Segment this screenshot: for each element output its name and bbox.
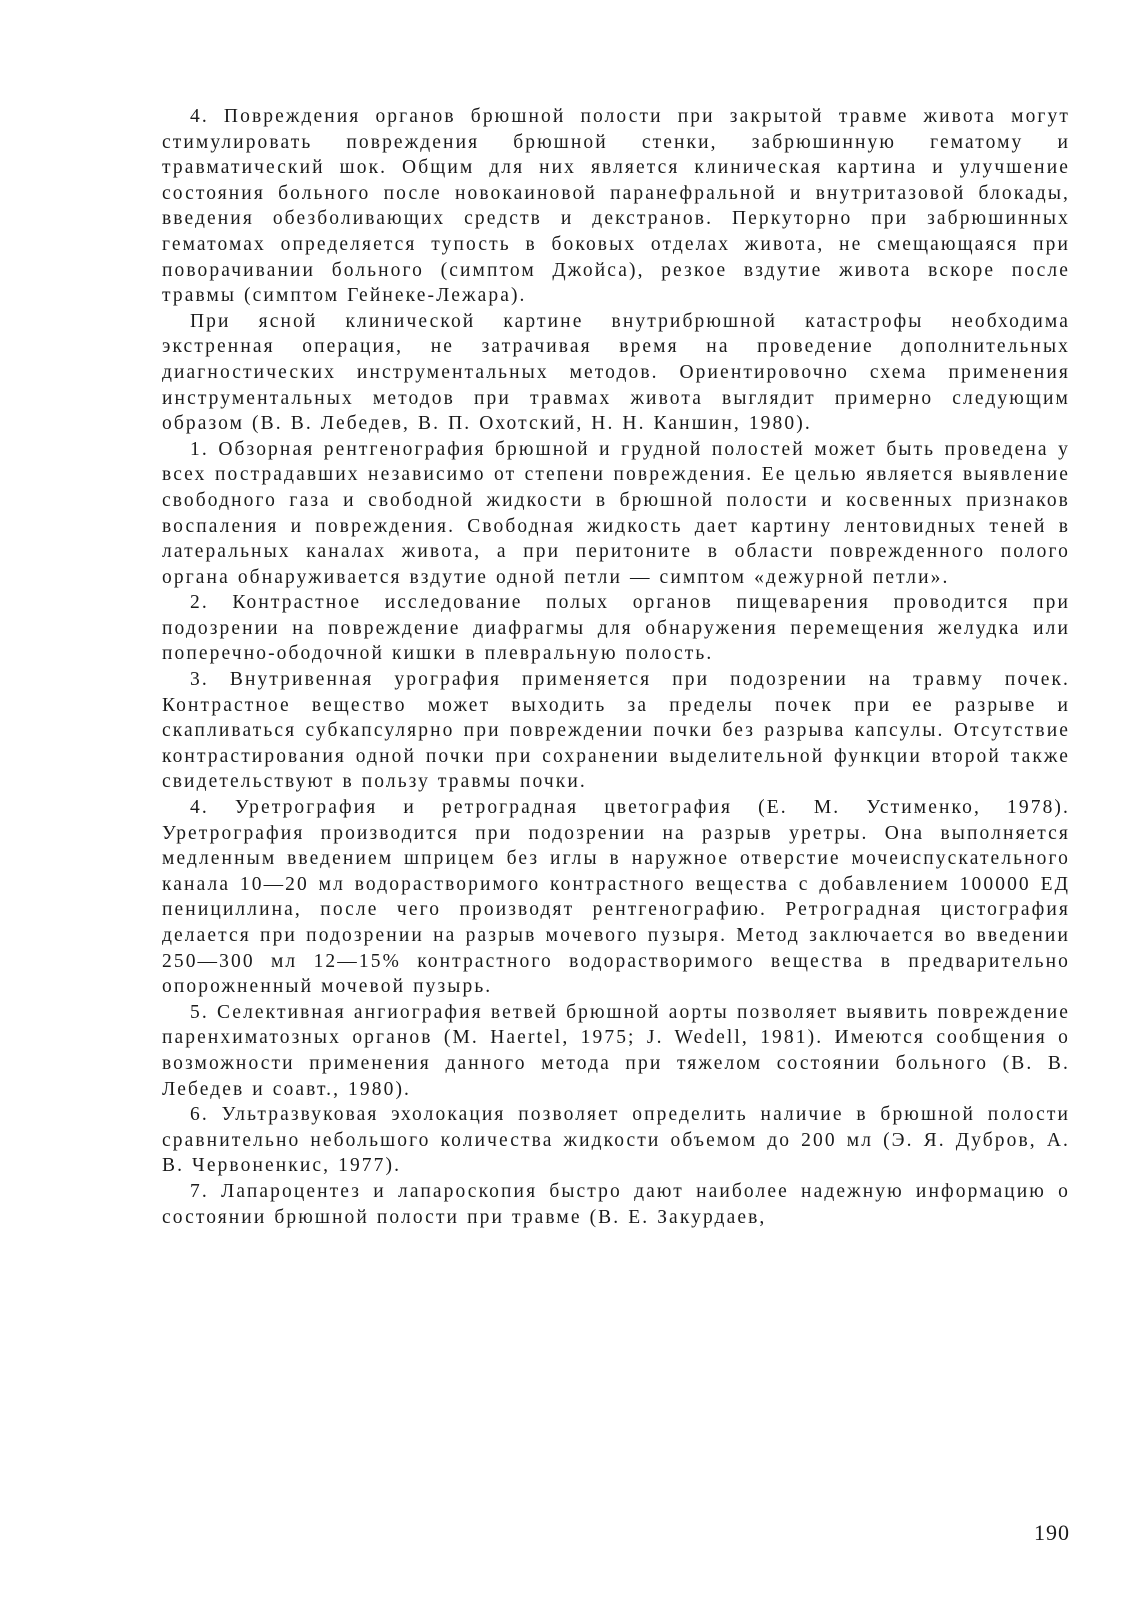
paragraph-laparocentesis: 7. Лапароцентез и лапароскопия быстро дают наиболее надежную информацию о состоянии брюшной полости при травме (В. Е. Закурдаев,	[162, 1180, 1070, 1228]
body-text	[162, 104, 1070, 1230]
paragraph-contrast-study: 2. Контрастное исследование полых органов пищеварения проводится при подозрении на повреждение диафрагмы для обнаружения перемещения желудка или поперечно-ободочной кишки в плевральную полость.	[162, 592, 1070, 665]
paragraph-intravenous-urography: 3. Внутривенная урография применяется при подозрении на травму почек. Контрастное вещество может выходить за пределы почек при ее разрыве и скапливаться субкапсулярно при повреждении почки без разрыва капсулы. Отсутствие контрастирования одной почки при сохранении выделительной функции второй также свидетельствуют в пользу травмы почки.	[162, 669, 1070, 793]
paragraph-urgent-operation: При ясной клинической картине внутрибрюшной катастрофы необходима экстренная операция, не затрачивая время на проведение дополнительных диагностических инструментальных методов. Ориентировочно схема применения инструментальных методов при травмах живота выглядит примерно следующим образом (В. В. Лебедев, В. П. Охотский, Н. Н. Каншин, 1980).	[162, 310, 1070, 435]
paragraph-selective-angiography: 5. Селективная ангиография ветвей брюшной аорты позволяет выявить повреждение паренхиматозных органов (M. Haertel, 1975; J. Wedell, 1981). Имеются сообщения о возможности применения данного метода при тяжелом состоянии больного (В. В. Лебедев и соавт., 1980).	[162, 1001, 1070, 1100]
paragraph-urethrography: 4. Уретрография и ретроградная цветография (Е. М. Устименко, 1978). Уретрография производится при подозрении на разрыв уретры. Она выполняется медленным введением шприцем без иглы в наружное отверстие мочеиспускательного канала 10—20 мл водорастворимого контрастного вещества с добавлением 100000 ЕД пенициллина, после чего производят рентгенографию. Ретроградная цистография делается при подозрении на разрыв мочевого пузыря. Метод заключается во введении 250—300 мл 12—15% контрастного водорастворимого вещества в предварительно опорожненный мочевой пузырь.	[162, 797, 1070, 998]
paragraph-plain-radiography: 1. Обзорная рентгенография брюшной и грудной полостей может быть проведена у всех пострадавших независимо от степени повреждения. Ее целью является выявление свободного газа и свободной жидкости в брюшной полости и косвенных признаков воспаления и повреждения. Свободная жидкость дает картину лентовидных теней в латеральных каналах живота, а при перитоните в области поврежденного полого органа обнаруживается вздутие одной петли — симптом «дежурной петли».	[162, 438, 1070, 588]
paragraph-ultrasound: 6. Ультразвуковая эхолокация позволяет определить наличие в брюшной полости сравнительно небольшого количества жидкости объемом до 200 мл (Э. Я. Дубров, А. В. Червоненкис, 1977).	[162, 1104, 1070, 1177]
paragraph-abdominal-organ-injuries: 4. Повреждения органов брюшной полости при закрытой травме живота могут стимулировать повреждения брюшной стенки, забрюшинную гематому и травматический шок. Общим для них является клиническая картина и улучшение состояния больного после новокаиновой паранефральной и внутритазовой блокады, введения обезболивающих средств и декстранов. Перкуторно при забрюшинных гематомах определяется тупость в боковых отделах живота, не смещающаяся при поворачивании больного (симптом Джойса), резкое вздутие живота вскоре после травмы (симптом Гейнеке-Лежара).	[162, 106, 1070, 307]
page-number: 190	[1034, 1520, 1070, 1545]
